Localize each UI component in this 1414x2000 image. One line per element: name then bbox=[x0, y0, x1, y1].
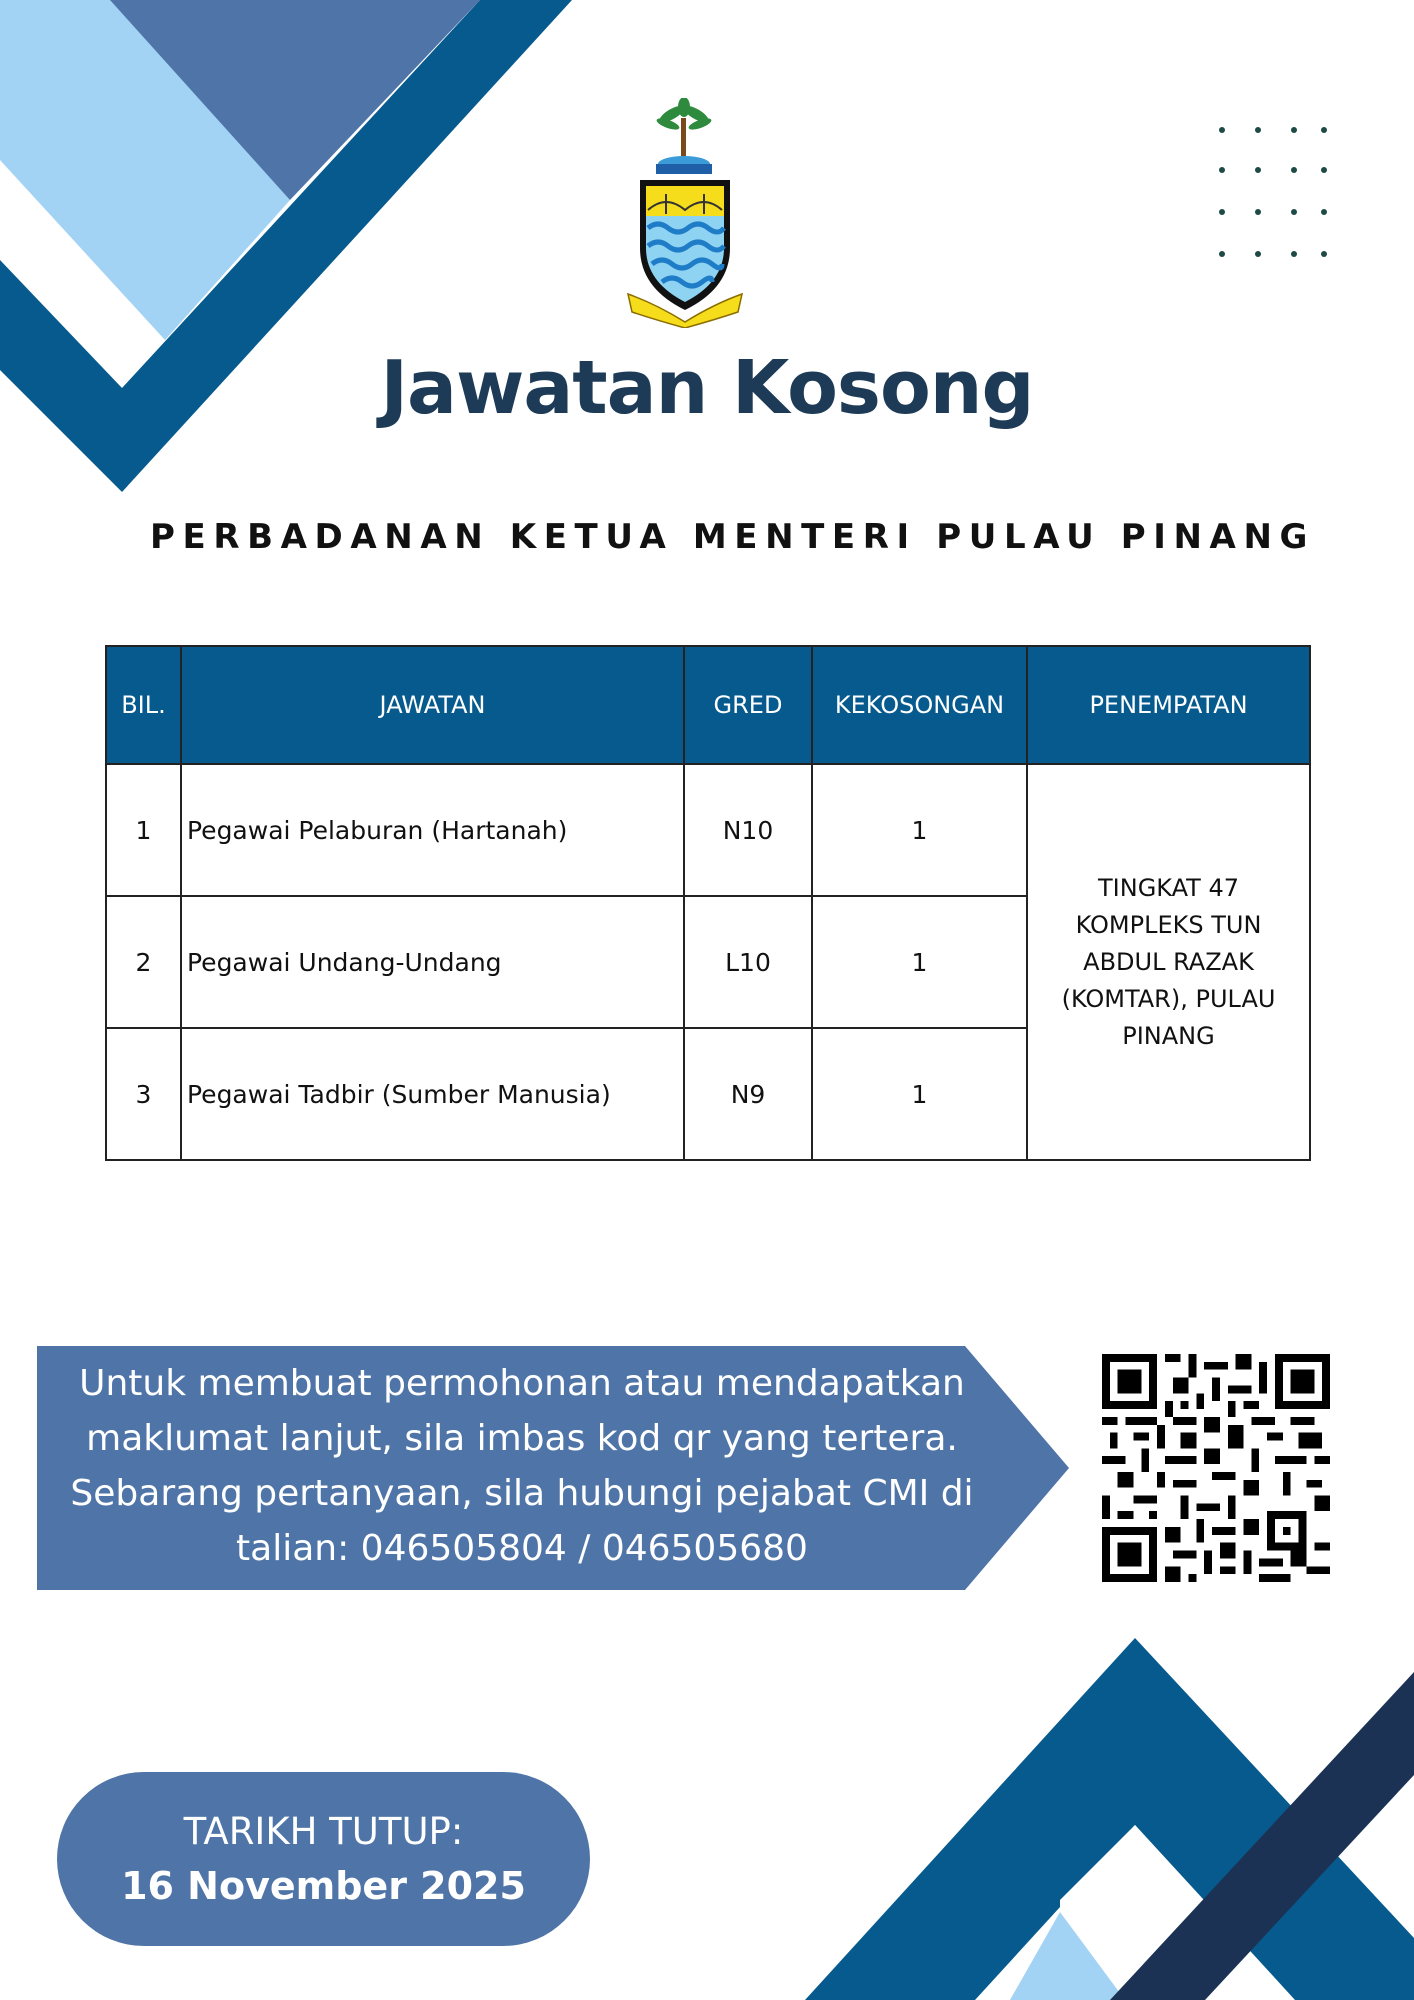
vacancy-count: 1 bbox=[812, 1028, 1027, 1160]
page-title: Jawatan Kosong bbox=[380, 345, 1034, 431]
placement-line: PINANG bbox=[1122, 1021, 1215, 1050]
grade: N10 bbox=[684, 764, 812, 896]
position-name: Pegawai Pelaburan (Hartanah) bbox=[181, 764, 684, 896]
grade: N9 bbox=[684, 1028, 812, 1160]
table-row bbox=[106, 764, 1310, 896]
column-header-penempatan: PENEMPATAN bbox=[1027, 646, 1310, 764]
position-name: Pegawai Tadbir (Sumber Manusia) bbox=[181, 1028, 684, 1160]
organisation-name: PERBADANAN KETUA MENTERI PULAU PINANG bbox=[150, 517, 1316, 557]
table-header-row bbox=[106, 646, 1310, 764]
vacancy-count: 1 bbox=[812, 764, 1027, 896]
dot-grid-decoration bbox=[1212, 124, 1332, 264]
application-info-text bbox=[37, 1356, 1007, 1576]
closing-date-value: 16 November 2025 bbox=[121, 1864, 526, 1908]
column-header-bil: BIL. bbox=[106, 646, 181, 764]
column-header-jawatan: JAWATAN bbox=[181, 646, 684, 764]
qr-code-icon[interactable] bbox=[1102, 1354, 1330, 1582]
placement-line: ABDUL RAZAK bbox=[1083, 947, 1254, 976]
vacancy-count: 1 bbox=[812, 896, 1027, 1028]
penang-state-crest-icon bbox=[626, 98, 744, 328]
placement-line: TINGKAT 47 bbox=[1098, 873, 1239, 902]
info-line: Sebarang pertanyaan, sila hubungi pejabat CMI di bbox=[70, 1473, 974, 1514]
info-line: talian: 046505804 / 046505680 bbox=[236, 1528, 808, 1569]
position-name: Pegawai Undang-Undang bbox=[181, 896, 684, 1028]
closing-date-badge bbox=[57, 1772, 590, 1946]
row-number: 1 bbox=[106, 764, 181, 896]
placement-line: (KOMTAR), PULAU bbox=[1061, 984, 1276, 1013]
info-line: Untuk membuat permohonan atau mendapatkan bbox=[79, 1363, 965, 1404]
closing-date-label: TARIKH TUTUP: bbox=[183, 1810, 464, 1853]
row-number: 3 bbox=[106, 1028, 181, 1160]
column-header-gred: GRED bbox=[684, 646, 812, 764]
row-number: 2 bbox=[106, 896, 181, 1028]
grade: L10 bbox=[684, 896, 812, 1028]
column-header-kekosongan: KEKOSONGAN bbox=[812, 646, 1027, 764]
placement-location bbox=[1027, 764, 1310, 1160]
info-line: maklumat lanjut, sila imbas kod qr yang tertera. bbox=[86, 1418, 958, 1459]
vacancy-table bbox=[105, 645, 1311, 1161]
placement-line: KOMPLEKS TUN bbox=[1075, 910, 1262, 939]
